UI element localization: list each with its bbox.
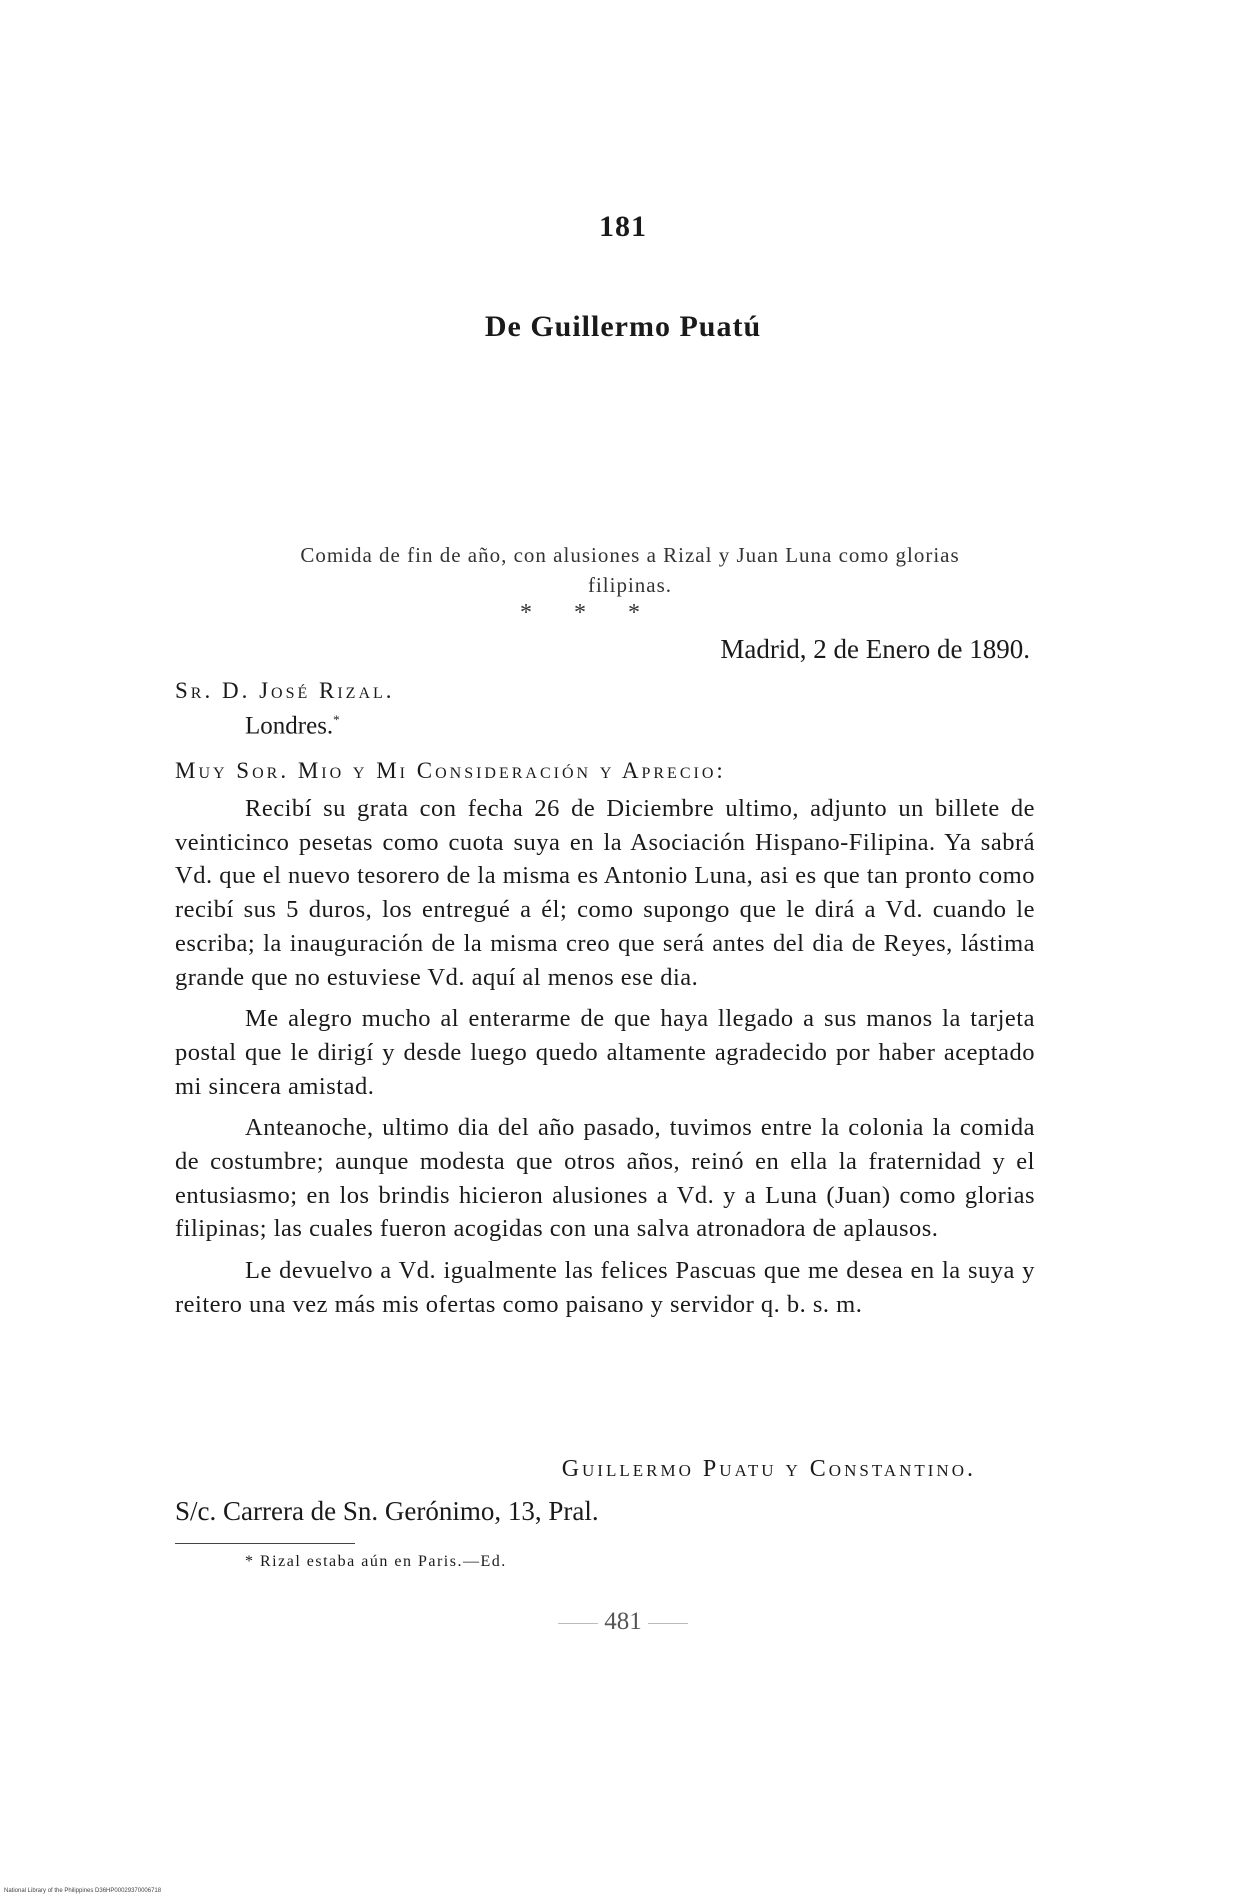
page-number-dash xyxy=(648,1623,688,1624)
page-number: 481 xyxy=(604,1608,642,1635)
location-text: Londres. xyxy=(245,712,334,740)
footnote-divider xyxy=(175,1543,355,1544)
letter-number: 181 xyxy=(599,210,647,243)
letter-summary: Comida de fin de año, con alusiones a Rizal y Juan Luna como glorias filipinas. xyxy=(300,543,960,597)
body-paragraph: Le devuelvo a Vd. igualmente las felices Pascuas que me desea en la suya y reitero una vez más mis ofertas como paisano y servidor q. b. s. m. xyxy=(175,1257,1035,1318)
section-stars xyxy=(520,600,640,627)
body-paragraph: Me alegro mucho al enterarme de que haya llegado a sus manos la tarjeta postal que le dirigí y desde luego quedo altamente agradecido por haber aceptado mi sincera amistad. xyxy=(175,1005,1035,1100)
page-number-dash xyxy=(558,1623,598,1624)
salutation: Muy Sor. Mio y Mi Consideración y Aprecio: xyxy=(175,758,726,783)
archive-credit: National Library of the Philippines D36HP00029370006718 xyxy=(4,1888,162,1894)
signature: Guillermo Puatu y Constantino. xyxy=(561,1456,976,1482)
footnote-mark: * xyxy=(333,712,340,727)
letter-title: De Guillermo Puatú xyxy=(484,310,762,343)
place-date: Madrid, 2 de Enero de 1890. xyxy=(720,634,1030,664)
star-mark: * xyxy=(628,600,640,626)
star-mark: * xyxy=(520,600,532,626)
body-paragraph: Recibí su grata con fecha 26 de Diciembre ultimo, adjunto un billete de veinticinco pesetas como cuota suya en la Asociación Hispano-Filipina. Ya sabrá Vd. que el nuevo tesorero de la misma es Antonio Luna, asi es que tan pronto como recibí sus 5 duros, los entregué a él; como supongo que le dirá a Vd. cuando le escriba; la inauguración de la misma creo que será antes del dia de Reyes, lástima grande que no estuviese Vd. aquí al menos ese dia. xyxy=(175,795,1035,991)
footnote: * Rizal estaba aún en Paris.—Ed. xyxy=(245,1553,507,1570)
addressee: Sr. D. José Rizal. xyxy=(175,678,395,703)
addressee-location xyxy=(245,712,340,740)
page-number-wrap xyxy=(0,1608,1246,1636)
star-mark: * xyxy=(574,600,586,626)
body-paragraph: Anteanoche, ultimo dia del año pasado, tuvimos entre la colonia la comida de costumbre; aunque modesta que otros años, reinó en ella la fraternidad y el entusiasmo; en los brindis hicieron alusiones a Vd. y a Luna (Juan) como glorias filipinas; las cuales fueron acogidas con una salva atronadora de aplausos. xyxy=(175,1114,1035,1243)
return-address: S/c. Carrera de Sn. Gerónimo, 13, Pral. xyxy=(175,1496,599,1526)
letter-body xyxy=(175,792,1035,1330)
